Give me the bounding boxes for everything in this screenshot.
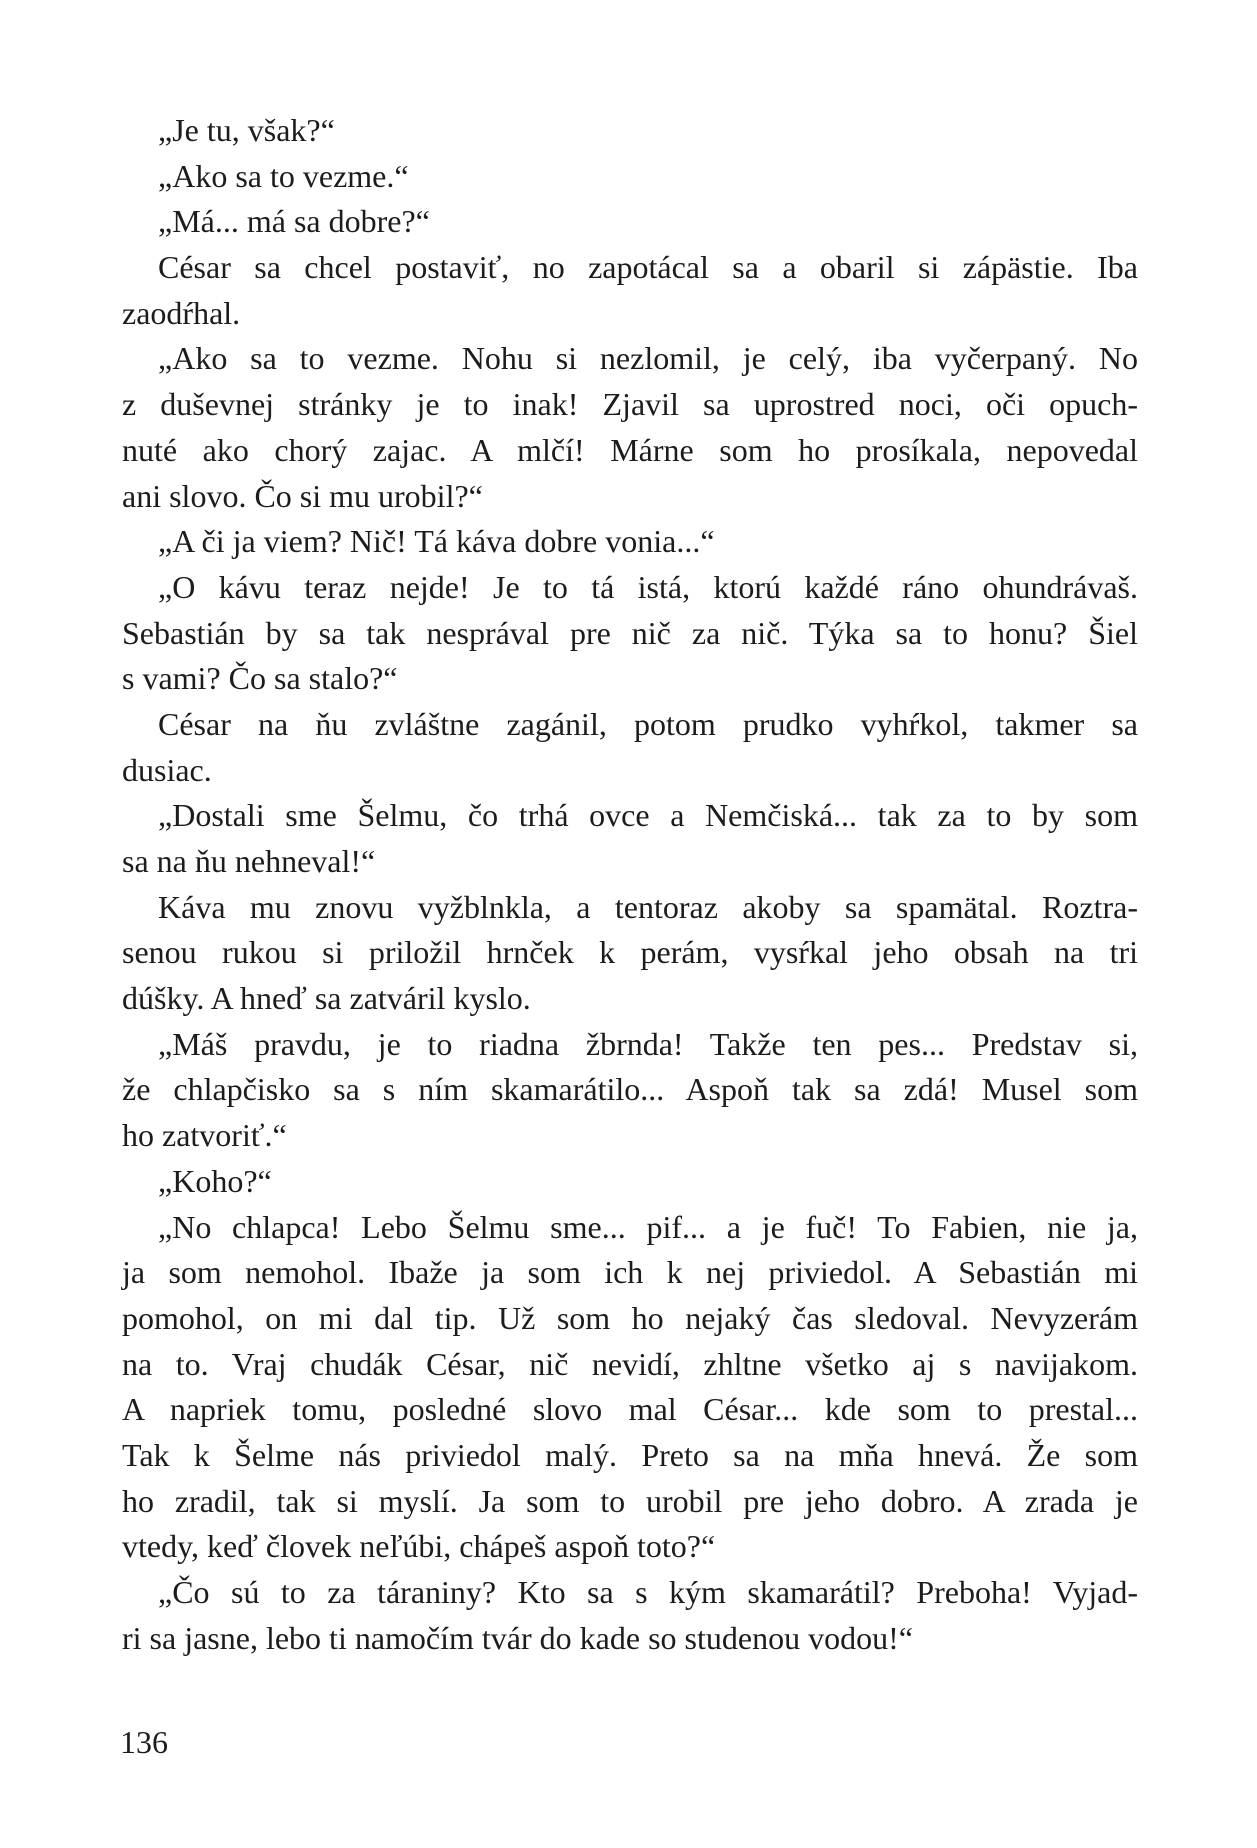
- text-line: pomohol, on mi dal tip. Už som ho nejaký čas sledoval. Nevyzerám: [122, 1299, 1138, 1336]
- text-line: s vami? Čo sa stalo?“: [122, 660, 398, 697]
- text-line: na to. Vraj chudák César, nič nevidí, zhltne všetko aj s navijakom.: [122, 1345, 1138, 1382]
- text-line: „No chlapca! Lebo Šelmu sme... pif... a je fuč! To Fabien, nie ja,: [158, 1208, 1138, 1245]
- text-line: ja som nemohol. Ibaže ja som ich k nej priviedol. A Sebastián mi: [122, 1254, 1138, 1291]
- text-line: „Čo sú to za táraniny? Kto sa s kým skamarátil? Preboha! Vyjad-: [158, 1574, 1138, 1610]
- text-line: vtedy, keď človek neľúbi, chápeš aspoň toto?“: [122, 1528, 716, 1565]
- text-line: „Ako sa to vezme. Nohu si nezlomil, je celý, iba vyčerpaný. No: [158, 340, 1138, 377]
- text-line: ri sa jasne, lebo ti namočím tvár do kade so studenou vodou!“: [122, 1619, 913, 1656]
- text-line: ani slovo. Čo si mu urobil?“: [122, 477, 483, 514]
- text-line: z duševnej stránky je to inak! Zjavil sa uprostred noci, oči opuch-: [122, 386, 1138, 423]
- text-line: César sa chcel postaviť, no zapotácal sa a obaril si zápästie. Iba: [158, 249, 1138, 286]
- text-line: dusiac.: [122, 751, 212, 788]
- text-line: zaodŕhal.: [122, 294, 241, 331]
- text-line: ho zatvoriť.“: [122, 1117, 287, 1154]
- text-line: „Dostali sme Šelmu, čo trhá ovce a Nemčiská... tak za to by som: [158, 797, 1138, 834]
- body-text: [122, 108, 1138, 1661]
- text-line: César na ňu zvláštne zagánil, potom prudko vyhŕkol, takmer sa: [158, 705, 1138, 742]
- text-line: „O kávu teraz nejde! Je to tá istá, ktorú každé ráno ohundrávaš.: [158, 568, 1138, 605]
- text-line: sa na ňu nehneval!“: [122, 843, 376, 879]
- text-line: „Koho?“: [158, 1162, 272, 1199]
- text-line: „A či ja viem? Nič! Tá káva dobre vonia...“: [158, 523, 715, 560]
- text-line: Káva mu znovu vyžblnkla, a tentoraz akoby sa spamätal. Roztra-: [158, 888, 1138, 925]
- text-line: „Máš pravdu, je to riadna žbrnda! Takže ten pes... Predstav si,: [158, 1025, 1138, 1062]
- text-line: nuté ako chorý zajac. A mlčí! Márne som ho prosíkala, nepovedal: [122, 431, 1138, 468]
- text-line: „Je tu, však?“: [158, 112, 335, 148]
- text-line: A napriek tomu, posledné slovo mal César... kde som to prestal...: [122, 1391, 1138, 1428]
- text-line: Tak k Šelme nás priviedol malý. Preto sa na mňa hnevá. Že som: [122, 1436, 1138, 1473]
- text-line: ho zradil, tak si myslí. Ja som to urobil pre jeho dobro. A zrada je: [122, 1482, 1138, 1519]
- text-line: že chlapčisko sa s ním skamarátilo... Aspoň tak sa zdá! Musel som: [122, 1071, 1138, 1108]
- page-number: 136: [120, 1724, 168, 1760]
- text-line: „Má... má sa dobre?“: [158, 203, 430, 240]
- text-line: Sebastián by sa tak nesprával pre nič za nič. Týka sa to honu? Šiel: [122, 614, 1138, 651]
- text-line: „Ako sa to vezme.“: [158, 157, 409, 194]
- text-line: dúšky. A hneď sa zatváril kyslo.: [122, 980, 531, 1017]
- text-line: senou rukou si priložil hrnček k perám, vysŕkal jeho obsah na tri: [122, 934, 1138, 971]
